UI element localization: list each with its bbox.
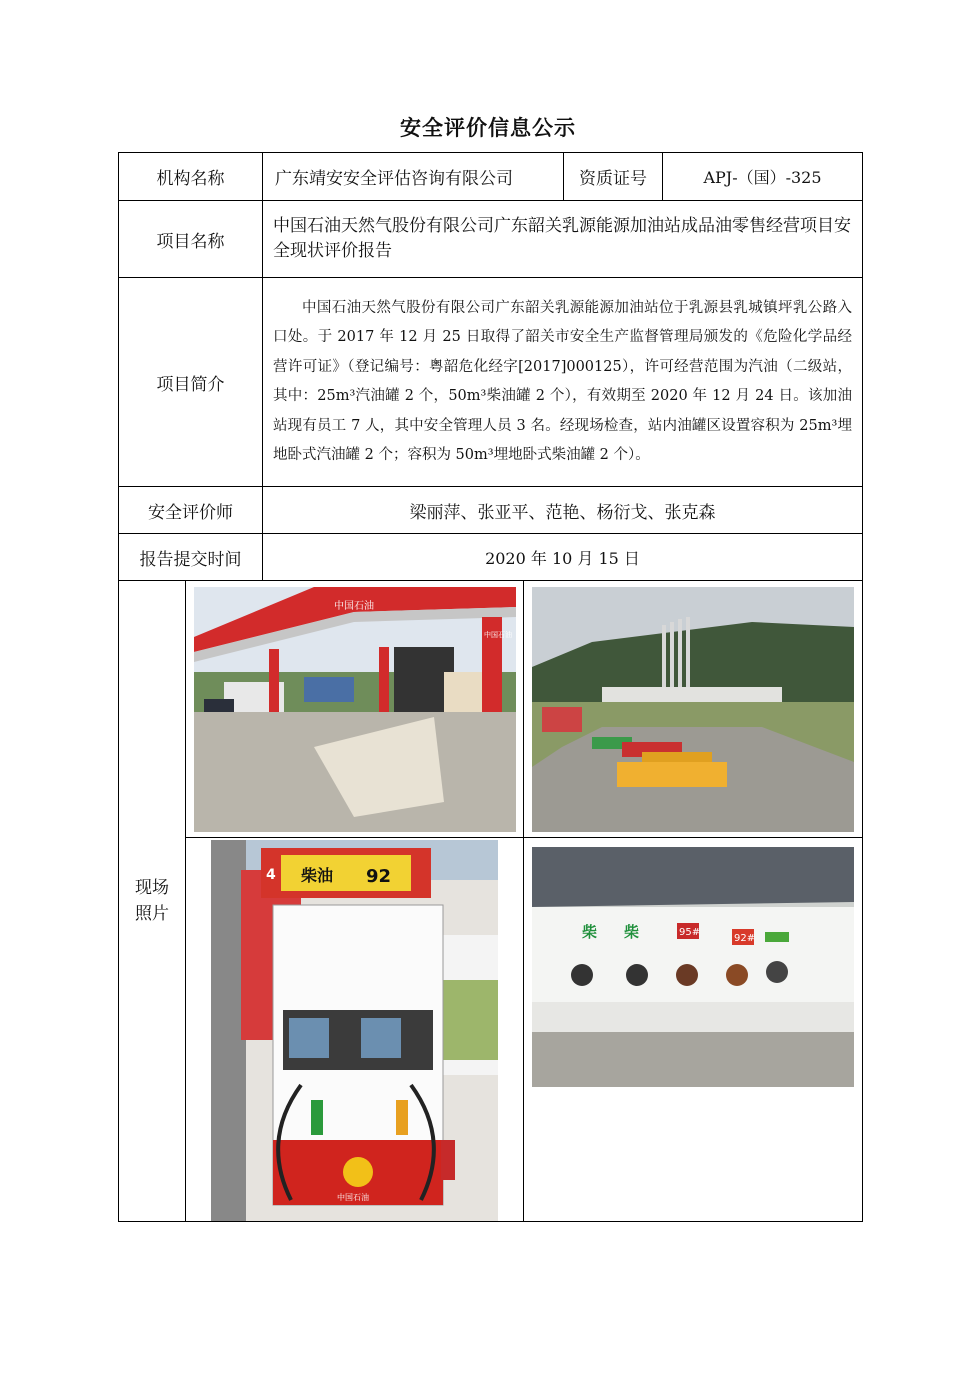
- photos-cell: [186, 581, 863, 1222]
- pump-brand-text: 中国石油: [337, 1193, 369, 1202]
- project-value: 中国石油天然气股份有限公司广东韶关乳源能源加油站成品油零售经营项目安全现状评价报告: [263, 201, 863, 278]
- well-label-1: 柴: [582, 923, 598, 941]
- fuel-dispenser-photo: [211, 840, 498, 1221]
- pump-number-text: 4: [266, 867, 276, 883]
- page-title: 安全评价信息公示: [400, 115, 576, 140]
- tank-well-photo: [532, 847, 854, 1087]
- submit-value: 2020 年 10 月 15 日: [263, 534, 863, 581]
- sign-brand-text: 中国石油: [484, 631, 512, 639]
- info-table: [118, 152, 863, 1222]
- photos-label: [119, 581, 186, 1222]
- project-label: 项目名称: [119, 201, 263, 278]
- intro-label: 项目简介: [119, 278, 263, 487]
- submit-label: 报告提交时间: [119, 534, 263, 581]
- canopy-brand-text: 中国石油: [334, 601, 374, 612]
- assessors-value: 梁丽萍、张亚平、范艳、杨衍戈、张克森: [263, 487, 863, 534]
- photos-label-line2: 照片: [135, 904, 169, 924]
- org-label: 机构名称: [119, 153, 263, 201]
- well-label-4: 92#: [734, 933, 756, 944]
- pump-fuel-text: 柴油: [301, 866, 334, 885]
- pump-grade-text: 92: [366, 866, 392, 887]
- station-canopy-photo: [194, 587, 516, 832]
- well-label-3: 95#: [679, 927, 701, 938]
- cert-value: APJ-（国）-325: [663, 153, 863, 201]
- intro-text: 中国石油天然气股份有限公司广东韶关乳源能源加油站位于乳源县乳城镇坪乳公路入口处。于 2017 年 12 月 25 日取得了韶关市安全生产监督管理局颁发的《危险化学品经营许可证》（登记编号：粤韶危化经字[2017]000125），许可经营范围为汽油（二级站，其中：25m³汽油罐 2 个，50m³柴油罐 2 个），有效期至 2020 年 12 月 24 日。该加油站现有员工 7 人，其中安全管理人员 3 名。经现场检查，站内油罐区设置容积为 25m³埋地卧式汽油罐 2 个；容积为 50m³埋地卧式柴油罐 2 个）。: [263, 278, 863, 487]
- tank-area-photo: [532, 587, 854, 832]
- assessors-label: 安全评价师: [119, 487, 263, 534]
- cert-label: 资质证号: [564, 153, 663, 201]
- photo-grid: [186, 581, 862, 1221]
- well-label-2: 柴: [624, 923, 640, 941]
- org-value: 广东靖安安全评估咨询有限公司: [263, 153, 564, 201]
- photos-label-line1: 现场: [135, 878, 169, 898]
